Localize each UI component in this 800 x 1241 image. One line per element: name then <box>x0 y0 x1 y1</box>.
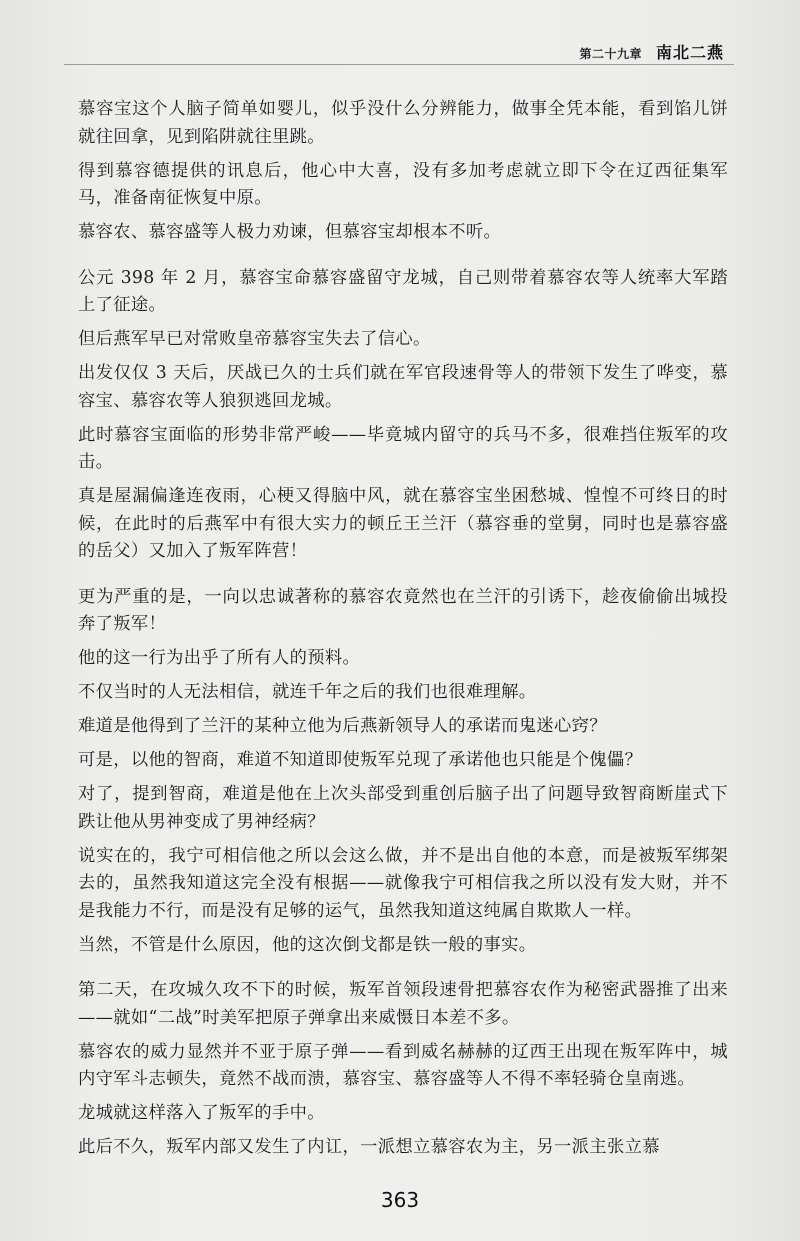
paragraph: 说实在的，我宁可相信他之所以会这么做，并不是出自他的本意，而是被叛军绑架去的，虽然我知道这完全没有根据——就像我宁可相信我之所以没有发大财，并不是我能力不行，而是没有足够的运气，虽然我知道这纯属自欺欺人一样。 <box>78 845 728 921</box>
paragraph: 更为严重的是，一向以忠诚著称的慕容农竟然也在兰汗的引诱下，趁夜偷偷出城投奔了叛军！ <box>78 586 728 634</box>
paragraph: 但后燕军早已对常败皇帝慕容宝失去了信心。 <box>78 329 431 349</box>
paragraph: 他的这一行为出乎了所有人的预料。 <box>78 648 361 668</box>
chapter-title: 南北二燕 <box>655 43 724 62</box>
paragraph: 此时慕容宝面临的形势非常严峻——毕竟城内留守的兵马不多，很难挡住叛军的攻击。 <box>78 424 728 472</box>
paragraph: 第二天，在攻城久攻不下的时候，叛军首领段速骨把慕容农作为秘密武器推了出来——就如“二战”时美军把原子弹拿出来威慑日本差不多。 <box>78 980 728 1028</box>
paragraph: 可是，以他的智商，难道不知道即使叛军兑现了承诺他也只能是个傀儡？ <box>78 750 643 770</box>
paragraph: 当然，不管是什么原因，他的这次倒戈都是铁一般的事实。 <box>78 934 537 955</box>
paragraph: 对了，提到智商，难道是他在上次头部受到重创后脑子出了问题导致智商断崖式下跌让他从男神变成了男神经病？ <box>78 784 728 832</box>
paragraph: 龙城就这样落入了叛军的手中。 <box>78 1103 325 1123</box>
paragraph: 此后不久，叛军内部又发生了内讧，一派想立慕容农为主，另一派主张立慕 <box>78 1137 660 1157</box>
paragraph: 不仅当时的人无法相信，就连千年之后的我们也很难理解。 <box>78 682 537 702</box>
chapter-number: 第二十九章 <box>579 47 642 61</box>
paragraph: 得到慕容德提供的讯息后，他心中大喜，没有多加考虑就立即下令在辽西征集军马，准备南征恢复中原。 <box>78 160 728 208</box>
body-text <box>78 96 728 1168</box>
page-number: 363 <box>380 1188 420 1212</box>
paragraph: 公元 398 年 2 月，慕容宝命慕容盛留守龙城，自己则带着慕容农等人统率大军踏上了征途。 <box>78 267 728 315</box>
paragraph: 真是屋漏偏逢连夜雨，心梗又得脑中风，就在慕容宝坐困愁城、惶惶不可终日的时候，在此时的后燕军中有很大实力的顿丘王兰汗（慕容垂的堂舅，同时也是慕容盛的岳父）又加入了叛军阵营！ <box>78 486 728 561</box>
running-header <box>579 40 724 63</box>
paragraph: 慕容宝这个人脑子简单如婴儿，似乎没什么分辨能力，做事全凭本能，看到馅儿饼就往回拿，见到陷阱就往里跳。 <box>78 99 728 147</box>
paragraph: 出发仅仅 3 天后，厌战已久的士兵们就在军官段速骨等人的带领下发生了哗变，慕容宝、慕容农等人狼狈逃回龙城。 <box>78 363 728 411</box>
paragraph: 慕容农的威力显然并不亚于原子弹——看到威名赫赫的辽西王出现在叛军阵中，城内守军斗志顿失，竟然不战而溃，慕容宝、慕容盛等人不得不率轻骑仓皇南逃。 <box>78 1041 728 1089</box>
paragraph: 慕容农、慕容盛等人极力劝谏，但慕容宝却根本不听。 <box>78 222 502 242</box>
header-divider <box>64 64 734 65</box>
paragraph: 难道是他得到了兰汗的某种立他为后燕新领导人的承诺而鬼迷心窍？ <box>78 716 607 736</box>
